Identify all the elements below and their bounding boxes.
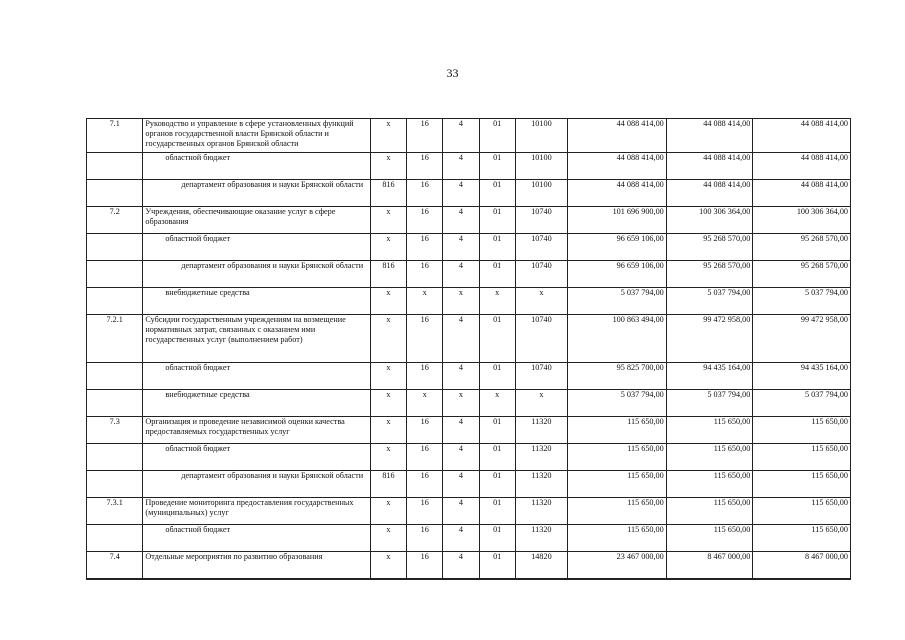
row-number: 7.4 (87, 552, 143, 579)
code-item: 01 (479, 315, 515, 363)
amount-year-2: 115 650,00 (666, 444, 753, 471)
row-number (87, 180, 143, 207)
code-section: 16 (407, 119, 443, 153)
row-name: департамент образования и науки Брянской области (143, 180, 370, 207)
code-section: 16 (407, 363, 443, 390)
amount-year-3: 44 088 414,00 (753, 180, 851, 207)
code-admin: х (370, 498, 406, 525)
code-admin: х (370, 234, 406, 261)
amount-year-1: 5 037 794,00 (568, 390, 667, 417)
amount-year-2: 100 306 364,00 (666, 207, 753, 234)
amount-year-3: 115 650,00 (753, 525, 851, 552)
row-number (87, 444, 143, 471)
amount-year-1: 96 659 106,00 (568, 261, 667, 288)
code-target: 11320 (515, 417, 567, 444)
code-subsection: 4 (443, 180, 479, 207)
code-admin: 816 (370, 471, 406, 498)
amount-year-1: 44 088 414,00 (568, 180, 667, 207)
amount-year-3: 8 467 000,00 (753, 552, 851, 579)
code-item: 01 (479, 525, 515, 552)
row-number: 7.2 (87, 207, 143, 234)
code-item: 01 (479, 207, 515, 234)
code-subsection: х (443, 288, 479, 315)
code-admin: х (370, 417, 406, 444)
code-section: 16 (407, 471, 443, 498)
page-number: 33 (446, 66, 459, 80)
row-number (87, 390, 143, 417)
table-row (87, 390, 851, 417)
row-number: 7.3 (87, 417, 143, 444)
code-item: 01 (479, 363, 515, 390)
amount-year-3: 44 088 414,00 (753, 119, 851, 153)
table-row (87, 261, 851, 288)
table-row (87, 417, 851, 444)
table-row (87, 288, 851, 315)
code-section: 16 (407, 153, 443, 180)
amount-year-3: 94 435 164,00 (753, 363, 851, 390)
table-row (87, 525, 851, 552)
code-section: 16 (407, 180, 443, 207)
code-subsection: 4 (443, 207, 479, 234)
amount-year-2: 115 650,00 (666, 471, 753, 498)
code-section: 16 (407, 525, 443, 552)
code-item: х (479, 288, 515, 315)
amount-year-1: 115 650,00 (568, 417, 667, 444)
row-name: Субсидии государственным учреждениям на возмещение нормативных затрат, связанных с оказанием ими государственных услуг (выполнением работ) (143, 315, 370, 363)
code-section: 16 (407, 552, 443, 579)
code-section: 16 (407, 207, 443, 234)
row-name: Учреждения, обеспечивающие оказание услуг в сфере образования (143, 207, 370, 234)
row-name: департамент образования и науки Брянской области (143, 261, 370, 288)
code-admin: х (370, 207, 406, 234)
amount-year-3: 95 268 570,00 (753, 234, 851, 261)
amount-year-2: 44 088 414,00 (666, 119, 753, 153)
code-item: 01 (479, 119, 515, 153)
amount-year-2: 5 037 794,00 (666, 288, 753, 315)
code-target: 14820 (515, 552, 567, 579)
row-name: областной бюджет (143, 234, 370, 261)
code-subsection: 4 (443, 119, 479, 153)
row-name: Отдельные мероприятия по развитию образования (143, 552, 370, 579)
code-subsection: 4 (443, 261, 479, 288)
amount-year-1: 100 863 494,00 (568, 315, 667, 363)
code-subsection: 4 (443, 363, 479, 390)
amount-year-3: 115 650,00 (753, 498, 851, 525)
code-target: 10100 (515, 119, 567, 153)
code-subsection: х (443, 390, 479, 417)
row-name: Организация и проведение независимой оценки качества предоставляемых государственных услуг (143, 417, 370, 444)
code-target: 10740 (515, 261, 567, 288)
table-row (87, 207, 851, 234)
code-target: 10740 (515, 315, 567, 363)
code-admin: х (370, 153, 406, 180)
table-row (87, 119, 851, 153)
row-name: департамент образования и науки Брянской области (143, 471, 370, 498)
table-row (87, 234, 851, 261)
table-row (87, 471, 851, 498)
code-item: 01 (479, 471, 515, 498)
code-subsection: 4 (443, 315, 479, 363)
amount-year-3: 115 650,00 (753, 471, 851, 498)
code-item: 01 (479, 261, 515, 288)
code-item: 01 (479, 180, 515, 207)
code-target: 11320 (515, 471, 567, 498)
amount-year-2: 95 268 570,00 (666, 261, 753, 288)
code-admin: х (370, 525, 406, 552)
amount-year-3: 5 037 794,00 (753, 390, 851, 417)
table-row (87, 552, 851, 579)
row-name: Проведение мониторинга предоставления государственных (муниципальных) услуг (143, 498, 370, 525)
row-number (87, 288, 143, 315)
code-section: 16 (407, 444, 443, 471)
row-number: 7.1 (87, 119, 143, 153)
code-target: 10740 (515, 363, 567, 390)
code-admin: х (370, 444, 406, 471)
row-number: 7.2.1 (87, 315, 143, 363)
code-subsection: 4 (443, 525, 479, 552)
amount-year-2: 44 088 414,00 (666, 153, 753, 180)
amount-year-3: 100 306 364,00 (753, 207, 851, 234)
amount-year-2: 5 037 794,00 (666, 390, 753, 417)
row-name: областной бюджет (143, 363, 370, 390)
amount-year-1: 115 650,00 (568, 525, 667, 552)
code-target: х (515, 288, 567, 315)
amount-year-1: 96 659 106,00 (568, 234, 667, 261)
row-name: областной бюджет (143, 444, 370, 471)
amount-year-1: 95 825 700,00 (568, 363, 667, 390)
code-target: 11320 (515, 444, 567, 471)
code-item: 01 (479, 153, 515, 180)
amount-year-1: 115 650,00 (568, 498, 667, 525)
row-name: внебюджетные средства (143, 390, 370, 417)
amount-year-1: 115 650,00 (568, 471, 667, 498)
amount-year-1: 23 467 000,00 (568, 552, 667, 579)
row-name: внебюджетные средства (143, 288, 370, 315)
amount-year-2: 115 650,00 (666, 525, 753, 552)
amount-year-3: 115 650,00 (753, 417, 851, 444)
table-row (87, 180, 851, 207)
budget-table-body (87, 119, 851, 579)
row-number (87, 234, 143, 261)
row-number (87, 363, 143, 390)
code-item: 01 (479, 552, 515, 579)
code-admin: х (370, 363, 406, 390)
code-subsection: 4 (443, 552, 479, 579)
amount-year-2: 95 268 570,00 (666, 234, 753, 261)
row-name: областной бюджет (143, 525, 370, 552)
row-number (87, 153, 143, 180)
code-admin: х (370, 119, 406, 153)
amount-year-3: 99 472 958,00 (753, 315, 851, 363)
row-number (87, 261, 143, 288)
code-target: 10100 (515, 180, 567, 207)
code-target: х (515, 390, 567, 417)
code-target: 11320 (515, 525, 567, 552)
table-row (87, 315, 851, 363)
amount-year-3: 95 268 570,00 (753, 261, 851, 288)
amount-year-1: 44 088 414,00 (568, 119, 667, 153)
code-target: 10740 (515, 234, 567, 261)
amount-year-1: 115 650,00 (568, 444, 667, 471)
code-subsection: 4 (443, 153, 479, 180)
amount-year-2: 99 472 958,00 (666, 315, 753, 363)
code-section: х (407, 288, 443, 315)
code-section: 16 (407, 261, 443, 288)
amount-year-3: 5 037 794,00 (753, 288, 851, 315)
code-item: 01 (479, 417, 515, 444)
code-admin: 816 (370, 180, 406, 207)
amount-year-2: 94 435 164,00 (666, 363, 753, 390)
code-subsection: 4 (443, 471, 479, 498)
amount-year-2: 8 467 000,00 (666, 552, 753, 579)
code-admin: х (370, 315, 406, 363)
code-subsection: 4 (443, 234, 479, 261)
code-item: 01 (479, 444, 515, 471)
code-subsection: 4 (443, 417, 479, 444)
amount-year-3: 44 088 414,00 (753, 153, 851, 180)
code-section: х (407, 390, 443, 417)
code-item: 01 (479, 234, 515, 261)
row-name: областной бюджет (143, 153, 370, 180)
code-admin: х (370, 288, 406, 315)
amount-year-2: 115 650,00 (666, 498, 753, 525)
code-admin: х (370, 552, 406, 579)
row-number (87, 525, 143, 552)
amount-year-1: 5 037 794,00 (568, 288, 667, 315)
table-row (87, 444, 851, 471)
table-row (87, 363, 851, 390)
table-row (87, 498, 851, 525)
row-name: Руководство и управление в сфере установленных функций органов государственной власти Брянской области и государственных органов Брянской области (143, 119, 370, 153)
code-item: 01 (479, 498, 515, 525)
code-admin: х (370, 390, 406, 417)
code-subsection: 4 (443, 444, 479, 471)
amount-year-3: 115 650,00 (753, 444, 851, 471)
budget-table (86, 118, 851, 580)
row-number: 7.3.1 (87, 498, 143, 525)
amount-year-1: 101 696 900,00 (568, 207, 667, 234)
code-target: 11320 (515, 498, 567, 525)
code-admin: 816 (370, 261, 406, 288)
amount-year-2: 115 650,00 (666, 417, 753, 444)
code-section: 16 (407, 315, 443, 363)
code-section: 16 (407, 417, 443, 444)
code-section: 16 (407, 234, 443, 261)
code-target: 10740 (515, 207, 567, 234)
code-subsection: 4 (443, 498, 479, 525)
row-number (87, 471, 143, 498)
table-row (87, 153, 851, 180)
code-item: х (479, 390, 515, 417)
code-target: 10100 (515, 153, 567, 180)
amount-year-2: 44 088 414,00 (666, 180, 753, 207)
amount-year-1: 44 088 414,00 (568, 153, 667, 180)
code-section: 16 (407, 498, 443, 525)
